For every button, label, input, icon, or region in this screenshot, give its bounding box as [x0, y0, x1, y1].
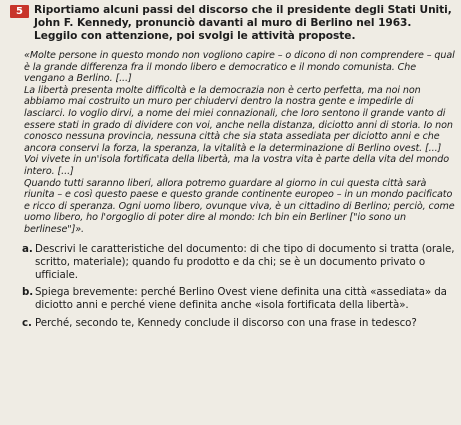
quote-paragraph: Voi vivete in un'isola fortificata della libertà, ma la vostra vita è parte della vita del mondo intero. [...]: [24, 154, 450, 177]
question-b: [22, 286, 455, 312]
question-text: Descrivi le caratteristiche del documento: di che tipo di documento si tratta (orale, scritto, materiale); quando fu prodotto e da chi; se è un documento privato o ufficiale.: [35, 242, 455, 281]
exercise-header: [10, 4, 455, 43]
exercise-instruction: Riportiamo alcuni passi del discorso che il presidente degli Stati Uniti, John F. Kennedy, pronunciò davanti al muro di Berlino nel 1963. Leggilo con attenzione, poi svolgi le attività proposte.: [34, 4, 452, 42]
quote-paragraph: La libertà presenta molte difficoltà e la democrazia non è certo perfetta, ma noi non abbiamo mai costruito un muro per chiudervi dentro la nostra gente e impedirle di lasciarci. Io voglio dirvi, a nome dei miei connazionali, che loro sentono il grande vanto di essere stati in grado di dividere con voi, anche nella distanza, diciotto anni di storia. Io non conosco nessuna provincia, nessuna città che sia stata assediata per diciotto anni e che ancora conservi la forza, la speranza, la vitalità e la determinazione di Berlino ovest. [...]: [24, 84, 453, 154]
question-letter: c.: [22, 316, 32, 329]
kennedy-speech-quote: [24, 50, 455, 236]
question-text: Spiega brevemente: perché Berlino Ovest viene definita una città «assediata» da diciotto anni e perché viene definita anche «isola fortificata della libertà».: [35, 286, 447, 312]
question-a: [22, 243, 455, 283]
question-text: Perché, secondo te, Kennedy conclude il discorso con una frase in tedesco?: [35, 316, 417, 329]
exercise-number-badge: 5: [10, 5, 29, 18]
question-letter: b.: [22, 286, 34, 299]
activity-questions: [22, 243, 455, 330]
question-letter: a.: [22, 242, 33, 255]
question-c: [22, 317, 455, 330]
quote-paragraph: «Molte persone in questo mondo non vogliono capire – o dicono di non comprendere – qual è la grande differenza fra il mondo libero e democratico e il mondo comunista. Che vengano a Berlino. [...]: [24, 50, 455, 85]
quote-paragraph: Quando tutti saranno liberi, allora potremo guardare al giorno in cui questa città sarà riunita – e così questo paese e questo grande continente europeo – in un mondo pacificato e ricco di speranza. Ogni uomo libero, ovunque viva, è un cittadino di Berlino; perciò, come uomo libero, ho l'orgoglio di poter dire al mondo: Ich bin ein Berliner ["io sono un berlinese"]».: [24, 177, 455, 235]
